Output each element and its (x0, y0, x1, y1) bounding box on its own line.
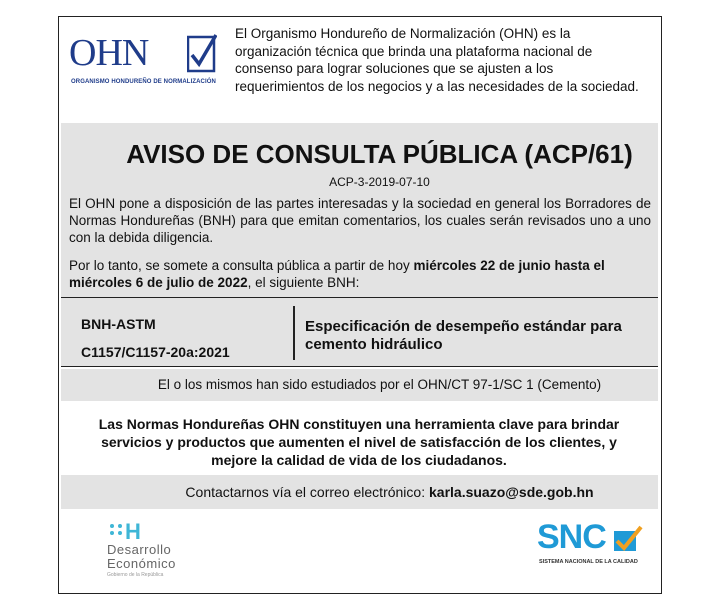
closing-statement: Las Normas Hondureñas OHN constituyen una herramienta clave para brindar servicios y productos que aumenten el nivel de satisfacción de los clientes, y mejore la calidad de vida de los ciudadanos. (98, 416, 620, 468)
ohn-logo (69, 31, 219, 101)
notice-title: AVISO DE CONSULTA PÚBLICA (ACP/61) (126, 139, 633, 169)
notice-paragraph-2 (69, 257, 651, 291)
h-mark-icon: H (125, 519, 141, 544)
contact-label: Contactarnos vía el correo electrónico: (185, 484, 429, 500)
consultation-dates: miércoles 22 de junio hasta el miércoles 6 de julio de 2022 (69, 258, 605, 290)
desarrollo-economico-logo (105, 515, 225, 585)
snc-logo (537, 517, 649, 583)
contact-panel (61, 475, 658, 509)
standard-table (61, 297, 658, 367)
header (59, 17, 660, 121)
logo-line-2: Económico (107, 556, 176, 571)
table-divider (293, 306, 295, 360)
notice-panel (61, 123, 658, 297)
contact-email[interactable]: karla.suazo@sde.gob.hn (429, 484, 594, 500)
studied-by-text: El o los mismos han sido estudiados por el OHN/CT 97-1/SC 1 (Cemento) (157, 377, 602, 392)
paragraph-2-start: Por lo tanto, se somete a consulta pública a partir de hoy (69, 258, 414, 273)
standard-code-line-2: C1157/C1157-20a:2021 (81, 344, 230, 360)
standard-code-line-1: BNH-ASTM (81, 316, 156, 332)
snc-logo-text: SNC (537, 518, 606, 556)
desarrollo-economico-name (107, 543, 176, 571)
logo-line-1: Desarrollo (107, 542, 172, 557)
snc-subtitle: SISTEMA NACIONAL DE LA CALIDAD (539, 559, 638, 565)
logo-tagline: Gobierno de la República (107, 572, 164, 578)
notice-frame (58, 16, 662, 594)
standard-code (81, 310, 230, 366)
checkmark-icon (187, 33, 217, 73)
intro-text: El Organismo Hondureño de Normalización (OHN) es la organización técnica que brinda una plataforma nacional de consenso para lograr soluciones que se ajusten a los requerimientos de los negocios y a las necesidades de la sociedad. (235, 26, 639, 94)
contact-line (61, 484, 658, 500)
ohn-logo-subtitle: ORGANISMO HONDUREÑO DE NORMALIZACIÓN (71, 79, 216, 85)
standard-title: Especificación de desempeño estándar para cemento hidráulico (305, 318, 622, 353)
snc-check-icon (613, 525, 643, 553)
notice-code: ACP-3-2019-07-10 (329, 175, 430, 189)
paragraph-2-end: , el siguiente BNH: (247, 275, 360, 290)
notice-paragraph-1: El OHN pone a disposición de las partes interesadas y la sociedad en general los Borradores de Normas Hondureñas (BNH) para que emitan comentarios, los cuales serán revisados uno a uno con la debida diligencia. (69, 196, 651, 245)
ohn-logo-text: OHN (69, 32, 149, 74)
studied-panel (61, 369, 658, 401)
dots-icon (109, 523, 125, 541)
